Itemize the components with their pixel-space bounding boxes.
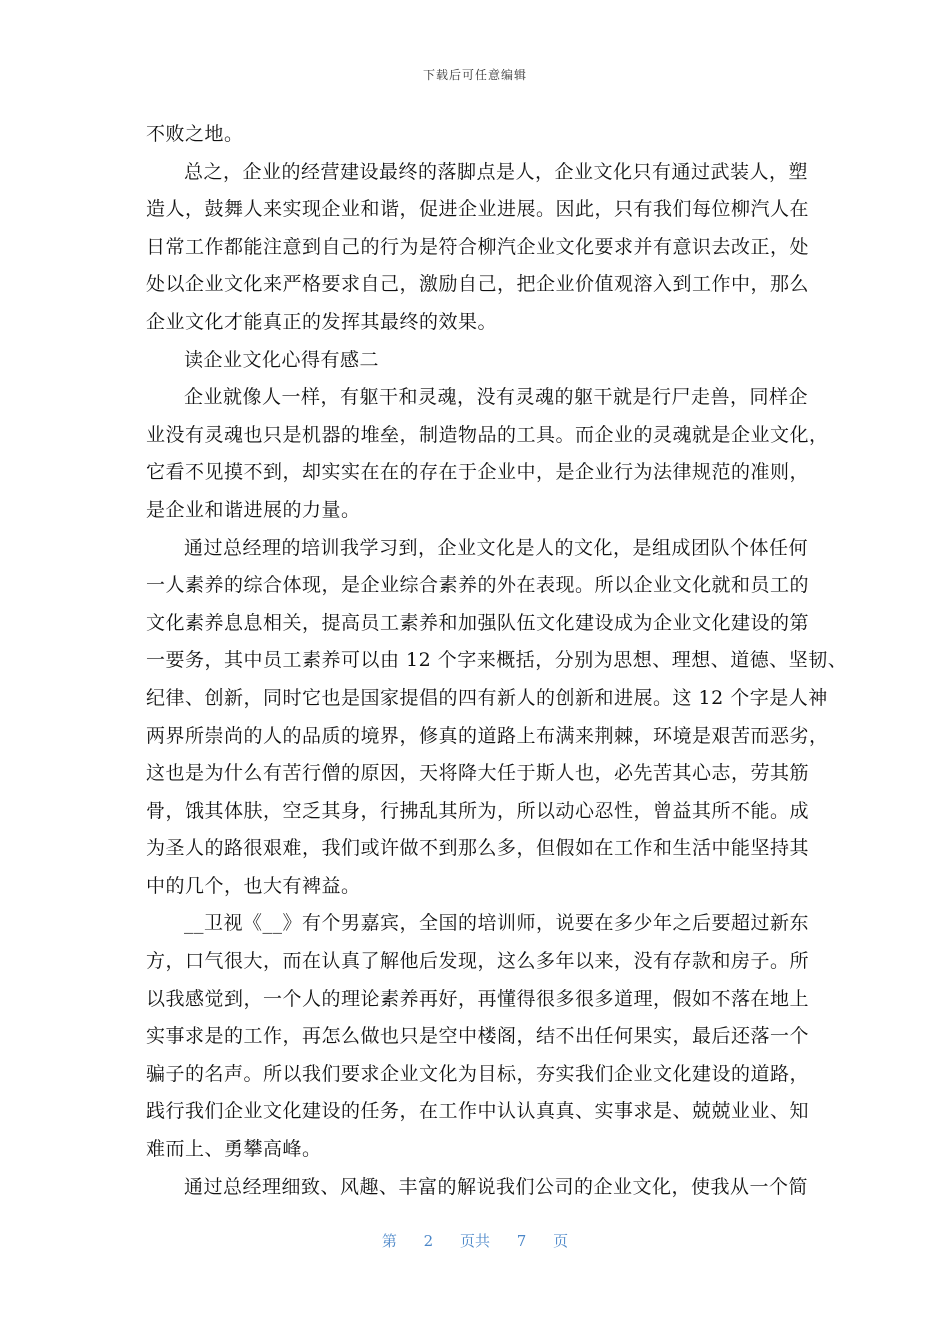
paragraph-line: 通过总经理的培训我学习到，企业文化是人的文化，是组成团队个体任何 [184, 536, 809, 559]
paragraph-line: 总之，企业的经营建设最终的落脚点是人，企业文化只有通过武装人，塑 [184, 160, 809, 183]
text-line: 造人，鼓舞人来实现企业和谐，促进企业进展。因此，只有我们每位柳汽人在 [146, 198, 810, 221]
text-line: 实事求是的工作，再怎么做也只是空中楼阁，结不出任何果实，最后还落一个 [146, 1025, 810, 1048]
section-heading: 读企业文化心得有感二 [184, 348, 380, 371]
text-line: 是企业和谐进展的力量。 [146, 498, 361, 521]
page-label-prefix: 第 [381, 1232, 397, 1250]
text-line: 践行我们企业文化建设的任务，在工作中认认真真、实事求是、兢兢业业、知 [146, 1100, 810, 1123]
text-line: 它看不见摸不到，却实实在在的存在于企业中，是企业行为法律规范的准则， [146, 461, 810, 484]
page-label-mid: 页共 [459, 1232, 490, 1250]
text-line: 一要务，其中员工素养可以由 12 个字来概括，分别为思想、理想、道德、坚韧、 [146, 649, 848, 672]
text-line: 业没有灵魂也只是机器的堆垒，制造物品的工具。而企业的灵魂就是企业文化， [146, 423, 829, 446]
text-line: 中的几个，也大有裨益。 [146, 874, 361, 897]
text-line: 以我感觉到，一个人的理论素养再好，再懂得很多很多道理，假如不落在地上 [146, 987, 810, 1010]
paragraph-line: 企业就像人一样，有躯干和灵魂，没有灵魂的躯干就是行尸走兽，同样企 [184, 386, 809, 409]
text-line: 不败之地。 [146, 123, 244, 145]
text-line: 日常工作都能注意到自己的行为是符合柳汽企业文化要求并有意识去改正，处 [146, 235, 810, 258]
text-line: 为圣人的路很艰难，我们或许做不到那么多，但假如在工作和生活中能坚持其 [146, 837, 810, 860]
text-line: 骨，饿其体肤，空乏其身，行拂乱其所为，所以动心忍性，曾益其所不能。成 [146, 799, 810, 822]
text-line: 企业文化才能真正的发挥其最终的效果。 [146, 310, 498, 333]
text-line: 一人素养的综合体现，是企业综合素养的外在表现。所以企业文化就和员工的 [146, 574, 810, 597]
text-line: 文化素养息息相关，提高员工素养和加强队伍文化建设成为企业文化建设的第 [146, 611, 810, 634]
text-line: 难而上、勇攀高峰。 [146, 1138, 322, 1161]
page-footer [0, 1230, 950, 1251]
text-line: 处以企业文化来严格要求自己，激励自己，把企业价值观溶入到工作中，那么 [146, 273, 810, 296]
text-line: 纪律、创新，同时它也是国家提倡的四有新人的创新和进展。这 12 个字是人神 [146, 686, 828, 709]
text-line: 两界所崇尚的人的品质的境界，修真的道路上布满来荆棘，环境是艰苦而恶劣， [146, 724, 829, 747]
text-line: 骗子的名声。所以我们要求企业文化为目标，夯实我们企业文化建设的道路， [146, 1062, 810, 1085]
total-pages-number: 7 [516, 1232, 527, 1250]
document-header-note: 下载后可任意编辑 [422, 68, 527, 82]
current-page-number: 2 [423, 1232, 434, 1250]
text-line: 方，口气很大，而在认真了解他后发现，这么多年以来，没有存款和房子。所 [146, 950, 810, 973]
paragraph-line: __卫视《__》有个男嘉宾，全国的培训师，说要在多少年之后要超过新东 [184, 912, 810, 935]
text-line: 这也是为什么有苦行僧的原因，天将降大任于斯人也，必先苦其心志，劳其筋 [146, 762, 810, 785]
page-label-suffix: 页 [553, 1232, 569, 1250]
document-body [146, 116, 848, 1206]
paragraph-line: 通过总经理细致、风趣、丰富的解说我们公司的企业文化，使我从一个简 [184, 1175, 809, 1198]
